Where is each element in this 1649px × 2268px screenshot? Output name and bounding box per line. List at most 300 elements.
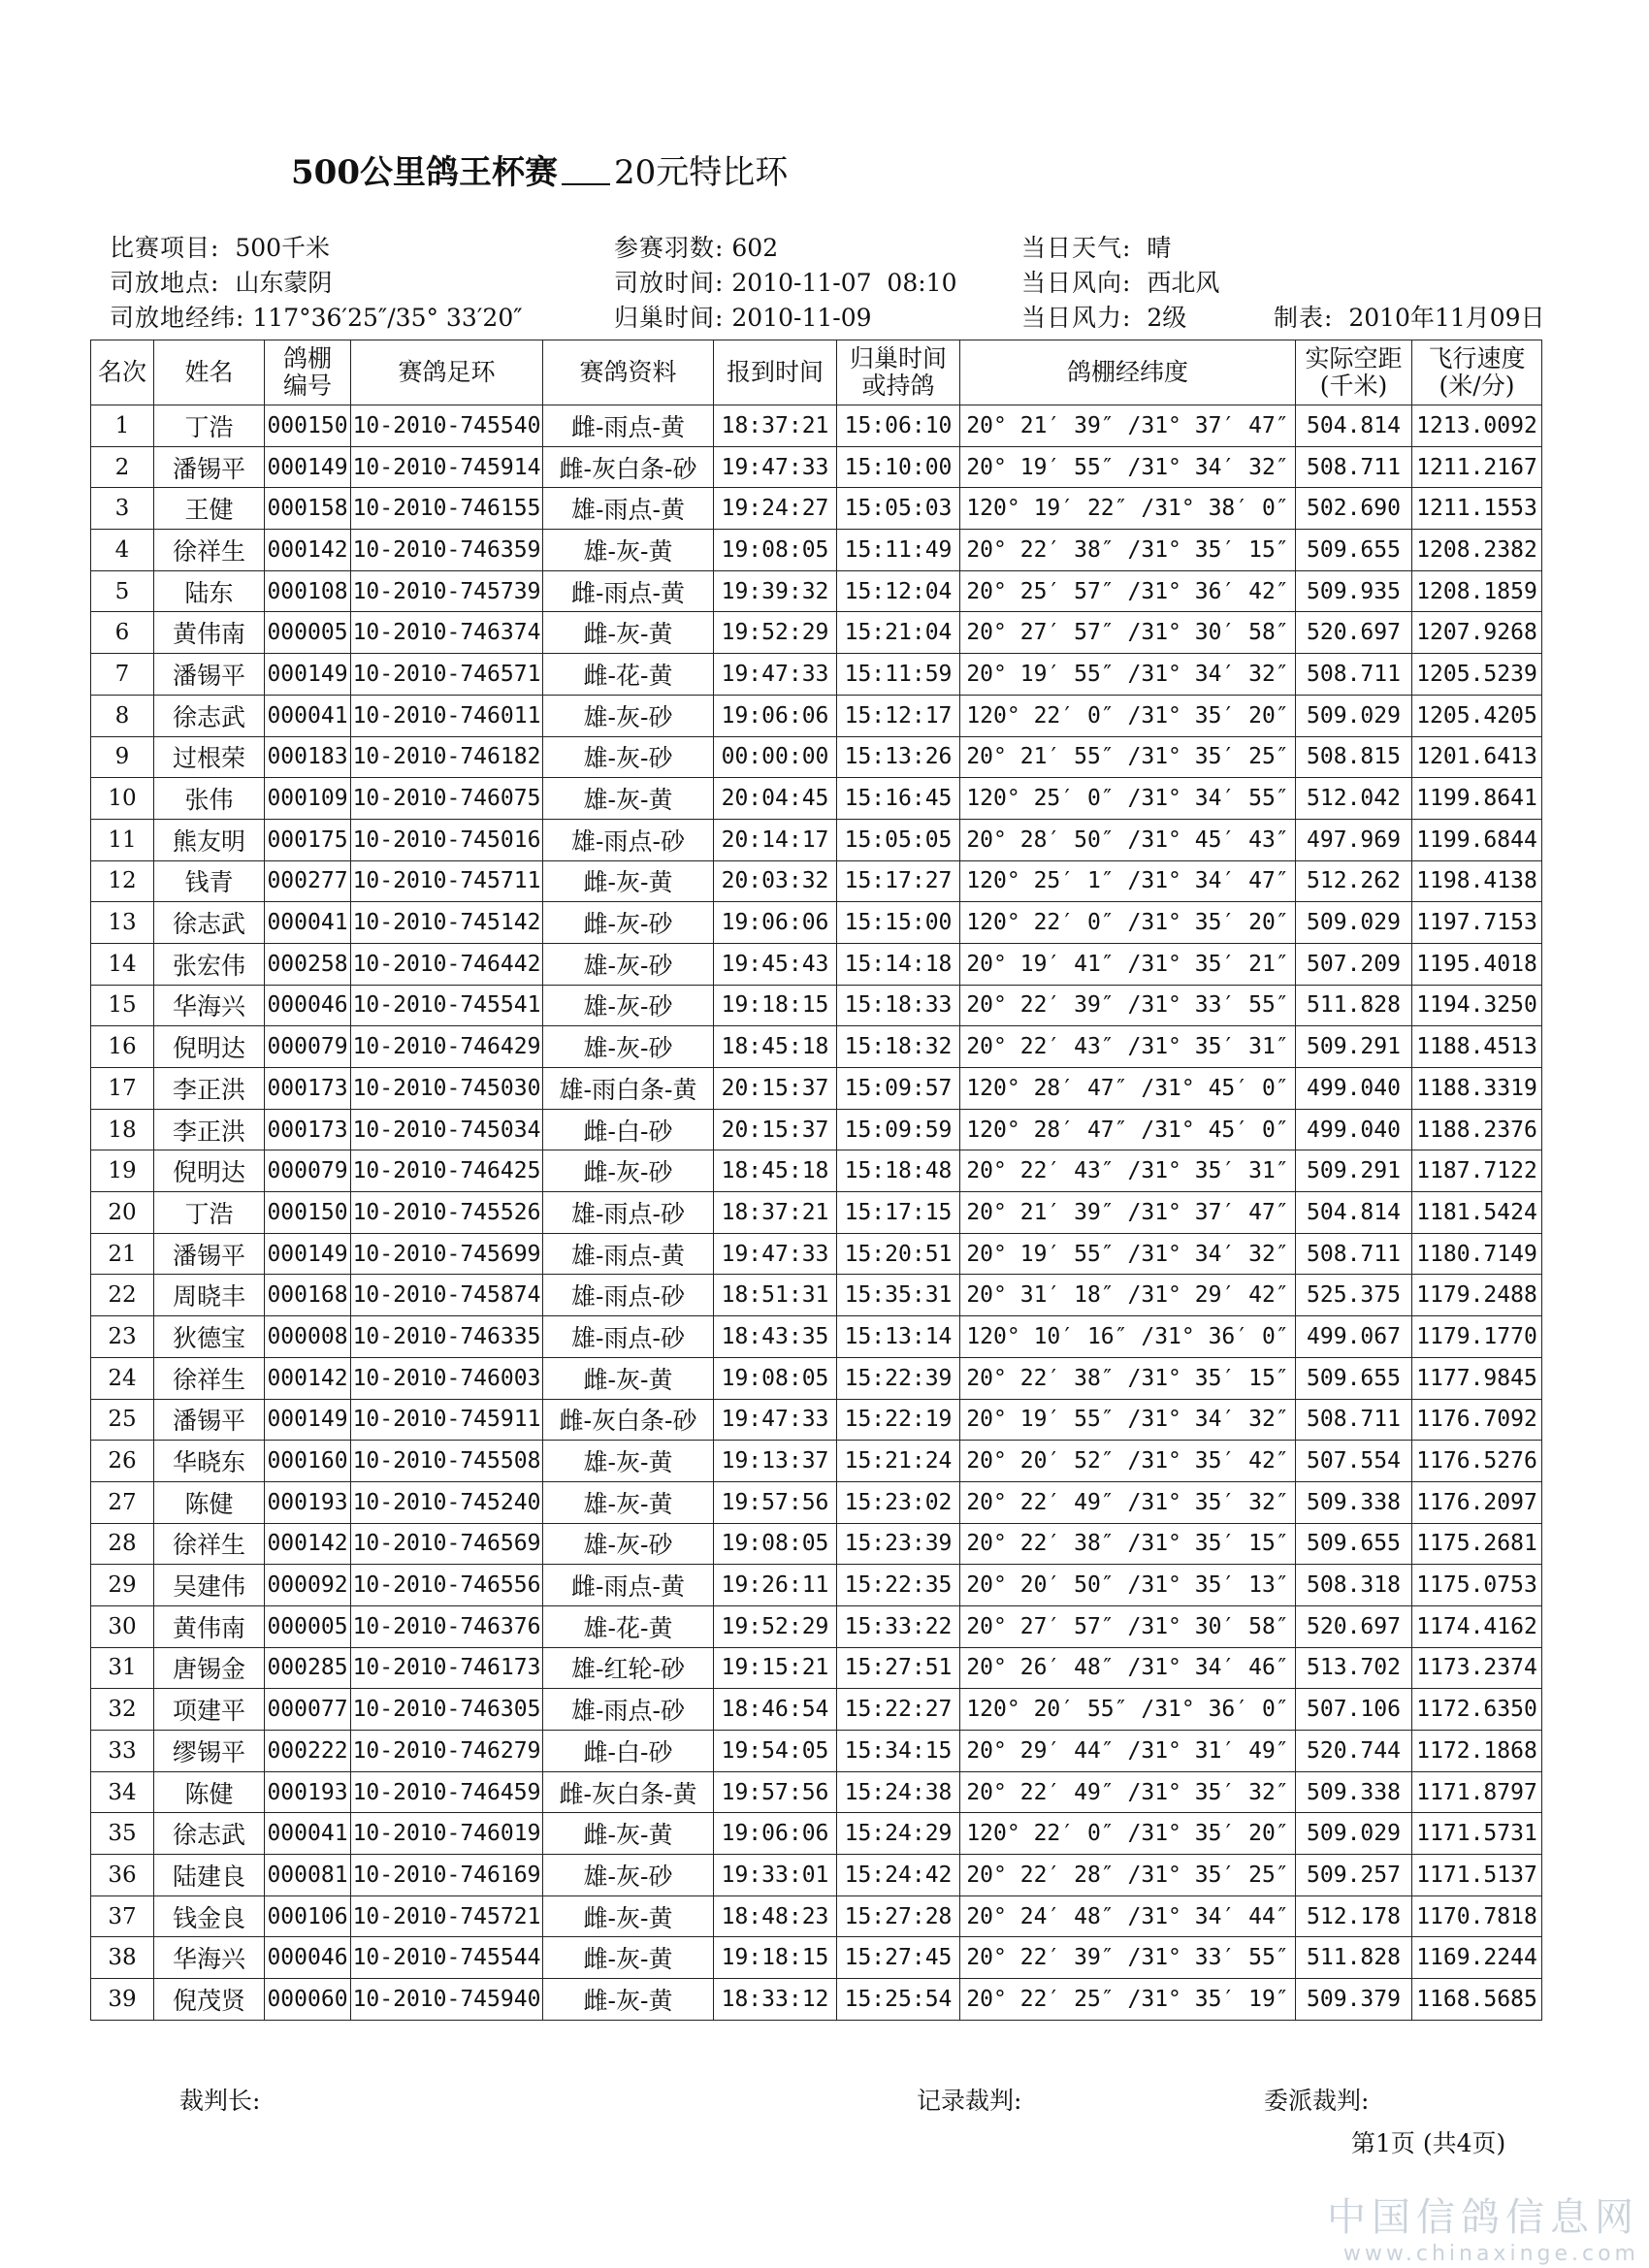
column-header: 飞行速度 (米/分) bbox=[1412, 340, 1542, 405]
bird-info-cell: 雌-白-砂 bbox=[543, 1109, 714, 1150]
distance-cell: 508.711 bbox=[1296, 1399, 1412, 1441]
rank-cell: 25 bbox=[91, 1399, 154, 1441]
speed-cell: 1175.2681 bbox=[1412, 1523, 1542, 1565]
info-release-coord bbox=[110, 299, 523, 334]
return-time-cell: 15:25:54 bbox=[837, 1979, 960, 2021]
loft-coord-cell: 120° 28′ 47″ /31° 45′ 0″ bbox=[960, 1068, 1296, 1110]
table-row bbox=[91, 985, 1542, 1026]
bird-info-cell: 雄-雨点-砂 bbox=[543, 1689, 714, 1731]
table-row bbox=[91, 778, 1542, 820]
bird-info-cell: 雌-灰-砂 bbox=[543, 1150, 714, 1192]
speed-cell: 1197.7153 bbox=[1412, 902, 1542, 944]
loft-coord-cell: 20° 21′ 39″ /31° 37′ 47″ bbox=[960, 405, 1296, 447]
table-row bbox=[91, 1855, 1542, 1896]
loft-id-cell: 000079 bbox=[265, 1026, 351, 1068]
loft-coord-cell: 120° 20′ 55″ /31° 36′ 0″ bbox=[960, 1689, 1296, 1731]
rank-cell: 17 bbox=[91, 1068, 154, 1110]
loft-coord-cell: 20° 19′ 55″ /31° 34′ 32″ bbox=[960, 654, 1296, 696]
ring-cell: 10-2010-745544 bbox=[351, 1937, 543, 1979]
loft-coord-cell: 20° 22′ 43″ /31° 35′ 31″ bbox=[960, 1150, 1296, 1192]
check-in-time-cell: 19:15:21 bbox=[714, 1647, 837, 1689]
loft-id-cell: 000193 bbox=[265, 1481, 351, 1523]
loft-coord-cell: 20° 19′ 55″ /31° 34′ 32″ bbox=[960, 1399, 1296, 1441]
check-in-time-cell: 18:37:21 bbox=[714, 405, 837, 447]
distance-cell: 509.029 bbox=[1296, 902, 1412, 944]
ring-cell: 10-2010-745030 bbox=[351, 1068, 543, 1110]
column-header: 实际空距 (千米) bbox=[1296, 340, 1412, 405]
check-in-time-cell: 19:39:32 bbox=[714, 570, 837, 612]
name-cell: 丁浩 bbox=[154, 1192, 265, 1234]
loft-id-cell: 000149 bbox=[265, 1399, 351, 1441]
table-row bbox=[91, 819, 1542, 860]
ring-cell: 10-2010-745240 bbox=[351, 1481, 543, 1523]
ring-cell: 10-2010-745940 bbox=[351, 1979, 543, 2021]
document-title bbox=[291, 146, 788, 193]
ring-cell: 10-2010-745911 bbox=[351, 1399, 543, 1441]
loft-id-cell: 000106 bbox=[265, 1895, 351, 1937]
loft-id-cell: 000222 bbox=[265, 1731, 351, 1772]
name-cell: 徐志武 bbox=[154, 902, 265, 944]
name-cell: 钱金良 bbox=[154, 1895, 265, 1937]
return-time-cell: 15:34:15 bbox=[837, 1731, 960, 1772]
loft-id-cell: 000173 bbox=[265, 1068, 351, 1110]
loft-id-cell: 000173 bbox=[265, 1109, 351, 1150]
loft-id-cell: 000092 bbox=[265, 1565, 351, 1606]
rank-cell: 9 bbox=[91, 736, 154, 778]
distance-cell: 513.702 bbox=[1296, 1647, 1412, 1689]
loft-coord-cell: 120° 22′ 0″ /31° 35′ 20″ bbox=[960, 1813, 1296, 1855]
column-header: 鸽棚经纬度 bbox=[960, 340, 1296, 405]
speed-cell: 1169.2244 bbox=[1412, 1937, 1542, 1979]
check-in-time-cell: 19:13:37 bbox=[714, 1441, 837, 1482]
distance-cell: 509.935 bbox=[1296, 570, 1412, 612]
footer-assigned-judge: 委派裁判: bbox=[1264, 2087, 1370, 2115]
table-row bbox=[91, 1979, 1542, 2021]
check-in-time-cell: 20:03:32 bbox=[714, 860, 837, 902]
info-event bbox=[110, 229, 330, 264]
return-time-cell: 15:35:31 bbox=[837, 1275, 960, 1316]
speed-cell: 1205.5239 bbox=[1412, 654, 1542, 696]
table-row bbox=[91, 1895, 1542, 1937]
bird-info-cell: 雌-灰白条-砂 bbox=[543, 446, 714, 488]
ring-cell: 10-2010-746182 bbox=[351, 736, 543, 778]
check-in-time-cell: 00:00:00 bbox=[714, 736, 837, 778]
info-release-place bbox=[110, 264, 332, 299]
speed-cell: 1177.9845 bbox=[1412, 1357, 1542, 1399]
return-time-cell: 15:15:00 bbox=[837, 902, 960, 944]
rank-cell: 8 bbox=[91, 695, 154, 736]
table-row bbox=[91, 1647, 1542, 1689]
rank-cell: 13 bbox=[91, 902, 154, 944]
bird-info-cell: 雄-灰-砂 bbox=[543, 985, 714, 1026]
loft-id-cell: 000081 bbox=[265, 1855, 351, 1896]
table-row bbox=[91, 405, 1542, 447]
table-row bbox=[91, 612, 1542, 654]
name-cell: 张伟 bbox=[154, 778, 265, 820]
table-row bbox=[91, 1771, 1542, 1813]
return-time-cell: 15:33:22 bbox=[837, 1605, 960, 1647]
distance-cell: 509.029 bbox=[1296, 695, 1412, 736]
ring-cell: 10-2010-746376 bbox=[351, 1605, 543, 1647]
return-time-cell: 15:20:51 bbox=[837, 1233, 960, 1275]
distance-cell: 497.969 bbox=[1296, 819, 1412, 860]
speed-cell: 1181.5424 bbox=[1412, 1192, 1542, 1234]
return-time-cell: 15:22:27 bbox=[837, 1689, 960, 1731]
rank-cell: 2 bbox=[91, 446, 154, 488]
table-row bbox=[91, 1937, 1542, 1979]
speed-cell: 1179.1770 bbox=[1412, 1316, 1542, 1358]
table-row bbox=[91, 1689, 1542, 1731]
check-in-time-cell: 19:08:05 bbox=[714, 1523, 837, 1565]
info-weather-label: 当日天气: bbox=[1021, 234, 1132, 262]
return-time-cell: 15:24:42 bbox=[837, 1855, 960, 1896]
name-cell: 潘锡平 bbox=[154, 446, 265, 488]
speed-cell: 1188.2376 bbox=[1412, 1109, 1542, 1150]
ring-cell: 10-2010-745699 bbox=[351, 1233, 543, 1275]
rank-cell: 12 bbox=[91, 860, 154, 902]
name-cell: 徐祥生 bbox=[154, 530, 265, 571]
speed-cell: 1199.6844 bbox=[1412, 819, 1542, 860]
ring-cell: 10-2010-746075 bbox=[351, 778, 543, 820]
ring-cell: 10-2010-745526 bbox=[351, 1192, 543, 1234]
speed-cell: 1171.5137 bbox=[1412, 1855, 1542, 1896]
check-in-time-cell: 19:06:06 bbox=[714, 1813, 837, 1855]
info-event-label: 比赛项目: bbox=[110, 234, 220, 262]
info-wind-direction bbox=[1021, 264, 1219, 299]
name-cell: 钱青 bbox=[154, 860, 265, 902]
loft-id-cell: 000158 bbox=[265, 488, 351, 530]
loft-id-cell: 000175 bbox=[265, 819, 351, 860]
bird-info-cell: 雌-灰白条-黄 bbox=[543, 1771, 714, 1813]
table-row bbox=[91, 1731, 1542, 1772]
distance-cell: 511.828 bbox=[1296, 985, 1412, 1026]
loft-id-cell: 000109 bbox=[265, 778, 351, 820]
bird-info-cell: 雄-雨点-黄 bbox=[543, 488, 714, 530]
bird-info-cell: 雄-灰-砂 bbox=[543, 1855, 714, 1896]
return-time-cell: 15:22:35 bbox=[837, 1565, 960, 1606]
loft-coord-cell: 20° 19′ 55″ /31° 34′ 32″ bbox=[960, 446, 1296, 488]
watermark bbox=[1327, 2187, 1639, 2266]
bird-info-cell: 雌-灰-黄 bbox=[543, 860, 714, 902]
info-wind-force bbox=[1021, 299, 1186, 334]
return-time-cell: 15:12:04 bbox=[837, 570, 960, 612]
table-row bbox=[91, 902, 1542, 944]
check-in-time-cell: 19:45:43 bbox=[714, 943, 837, 985]
loft-coord-cell: 20° 22′ 38″ /31° 35′ 15″ bbox=[960, 1357, 1296, 1399]
info-release-coord-label: 司放地经纬: bbox=[110, 304, 245, 332]
rank-cell: 37 bbox=[91, 1895, 154, 1937]
rank-cell: 5 bbox=[91, 570, 154, 612]
bird-info-cell: 雄-雨点-砂 bbox=[543, 819, 714, 860]
info-return-time bbox=[614, 299, 872, 334]
name-cell: 周晓丰 bbox=[154, 1275, 265, 1316]
rank-cell: 24 bbox=[91, 1357, 154, 1399]
check-in-time-cell: 19:52:29 bbox=[714, 1605, 837, 1647]
loft-coord-cell: 20° 19′ 55″ /31° 34′ 32″ bbox=[960, 1233, 1296, 1275]
loft-coord-cell: 20° 20′ 50″ /31° 35′ 13″ bbox=[960, 1565, 1296, 1606]
name-cell: 华晓东 bbox=[154, 1441, 265, 1482]
distance-cell: 508.318 bbox=[1296, 1565, 1412, 1606]
table-row bbox=[91, 1481, 1542, 1523]
column-header: 赛鸽足环 bbox=[351, 340, 543, 405]
bird-info-cell: 雌-灰白条-砂 bbox=[543, 1399, 714, 1441]
ring-cell: 10-2010-746279 bbox=[351, 1731, 543, 1772]
rank-cell: 31 bbox=[91, 1647, 154, 1689]
loft-id-cell: 000008 bbox=[265, 1316, 351, 1358]
rank-cell: 10 bbox=[91, 778, 154, 820]
ring-cell: 10-2010-746459 bbox=[351, 1771, 543, 1813]
check-in-time-cell: 19:18:15 bbox=[714, 985, 837, 1026]
loft-coord-cell: 20° 22′ 38″ /31° 35′ 15″ bbox=[960, 530, 1296, 571]
loft-id-cell: 000060 bbox=[265, 1979, 351, 2021]
loft-coord-cell: 20° 28′ 50″ /31° 45′ 43″ bbox=[960, 819, 1296, 860]
return-time-cell: 15:11:59 bbox=[837, 654, 960, 696]
loft-id-cell: 000150 bbox=[265, 1192, 351, 1234]
speed-cell: 1198.4138 bbox=[1412, 860, 1542, 902]
title-sub: 20元特比环 bbox=[613, 153, 789, 192]
info-entries-value: 602 bbox=[731, 234, 779, 262]
rank-cell: 20 bbox=[91, 1192, 154, 1234]
loft-id-cell: 000142 bbox=[265, 1523, 351, 1565]
loft-id-cell: 000285 bbox=[265, 1647, 351, 1689]
table-row bbox=[91, 570, 1542, 612]
return-time-cell: 15:21:24 bbox=[837, 1441, 960, 1482]
distance-cell: 504.814 bbox=[1296, 405, 1412, 447]
ring-cell: 10-2010-746571 bbox=[351, 654, 543, 696]
loft-coord-cell: 20° 22′ 39″ /31° 33′ 55″ bbox=[960, 985, 1296, 1026]
return-time-cell: 15:18:33 bbox=[837, 985, 960, 1026]
loft-coord-cell: 120° 22′ 0″ /31° 35′ 20″ bbox=[960, 902, 1296, 944]
rank-cell: 3 bbox=[91, 488, 154, 530]
loft-coord-cell: 20° 27′ 57″ /31° 30′ 58″ bbox=[960, 612, 1296, 654]
info-wind-direction-label: 当日风向: bbox=[1021, 269, 1132, 297]
check-in-time-cell: 18:48:23 bbox=[714, 1895, 837, 1937]
distance-cell: 520.697 bbox=[1296, 1605, 1412, 1647]
return-time-cell: 15:06:10 bbox=[837, 405, 960, 447]
speed-cell: 1211.1553 bbox=[1412, 488, 1542, 530]
rank-cell: 35 bbox=[91, 1813, 154, 1855]
loft-coord-cell: 20° 29′ 44″ /31° 31′ 49″ bbox=[960, 1731, 1296, 1772]
loft-id-cell: 000183 bbox=[265, 736, 351, 778]
loft-coord-cell: 20° 25′ 57″ /31° 36′ 42″ bbox=[960, 570, 1296, 612]
speed-cell: 1187.7122 bbox=[1412, 1150, 1542, 1192]
ring-cell: 10-2010-746335 bbox=[351, 1316, 543, 1358]
ring-cell: 10-2010-746019 bbox=[351, 1813, 543, 1855]
distance-cell: 520.697 bbox=[1296, 612, 1412, 654]
table-row bbox=[91, 488, 1542, 530]
ring-cell: 10-2010-746173 bbox=[351, 1647, 543, 1689]
distance-cell: 520.744 bbox=[1296, 1731, 1412, 1772]
ring-cell: 10-2010-746155 bbox=[351, 488, 543, 530]
check-in-time-cell: 19:33:01 bbox=[714, 1855, 837, 1896]
check-in-time-cell: 19:57:56 bbox=[714, 1771, 837, 1813]
distance-cell: 512.178 bbox=[1296, 1895, 1412, 1937]
loft-coord-cell: 20° 24′ 48″ /31° 34′ 44″ bbox=[960, 1895, 1296, 1937]
name-cell: 徐祥生 bbox=[154, 1357, 265, 1399]
rank-cell: 33 bbox=[91, 1731, 154, 1772]
info-entries-label: 参赛羽数: bbox=[614, 234, 725, 262]
rank-cell: 26 bbox=[91, 1441, 154, 1482]
ring-cell: 10-2010-746003 bbox=[351, 1357, 543, 1399]
bird-info-cell: 雄-灰-砂 bbox=[543, 695, 714, 736]
return-time-cell: 15:16:45 bbox=[837, 778, 960, 820]
ring-cell: 10-2010-745016 bbox=[351, 819, 543, 860]
check-in-time-cell: 20:15:37 bbox=[714, 1068, 837, 1110]
loft-coord-cell: 20° 22′ 49″ /31° 35′ 32″ bbox=[960, 1771, 1296, 1813]
speed-cell: 1205.4205 bbox=[1412, 695, 1542, 736]
loft-coord-cell: 20° 21′ 39″ /31° 37′ 47″ bbox=[960, 1192, 1296, 1234]
name-cell: 项建平 bbox=[154, 1689, 265, 1731]
return-time-cell: 15:21:04 bbox=[837, 612, 960, 654]
distance-cell: 499.067 bbox=[1296, 1316, 1412, 1358]
check-in-time-cell: 19:18:15 bbox=[714, 1937, 837, 1979]
return-time-cell: 15:18:48 bbox=[837, 1150, 960, 1192]
return-time-cell: 15:05:03 bbox=[837, 488, 960, 530]
name-cell: 倪明达 bbox=[154, 1150, 265, 1192]
check-in-time-cell: 18:43:35 bbox=[714, 1316, 837, 1358]
distance-cell: 509.655 bbox=[1296, 1523, 1412, 1565]
rank-cell: 14 bbox=[91, 943, 154, 985]
loft-id-cell: 000005 bbox=[265, 1605, 351, 1647]
name-cell: 吴建伟 bbox=[154, 1565, 265, 1606]
rank-cell: 1 bbox=[91, 405, 154, 447]
speed-cell: 1175.0753 bbox=[1412, 1565, 1542, 1606]
table-row bbox=[91, 446, 1542, 488]
speed-cell: 1173.2374 bbox=[1412, 1647, 1542, 1689]
rank-cell: 27 bbox=[91, 1481, 154, 1523]
check-in-time-cell: 20:04:45 bbox=[714, 778, 837, 820]
distance-cell: 511.828 bbox=[1296, 1937, 1412, 1979]
table-row bbox=[91, 943, 1542, 985]
speed-cell: 1195.4018 bbox=[1412, 943, 1542, 985]
name-cell: 倪明达 bbox=[154, 1026, 265, 1068]
check-in-time-cell: 19:47:33 bbox=[714, 1399, 837, 1441]
rank-cell: 23 bbox=[91, 1316, 154, 1358]
bird-info-cell: 雄-雨点-砂 bbox=[543, 1275, 714, 1316]
speed-cell: 1176.2097 bbox=[1412, 1481, 1542, 1523]
loft-coord-cell: 20° 27′ 57″ /31° 30′ 58″ bbox=[960, 1605, 1296, 1647]
table-row bbox=[91, 1233, 1542, 1275]
loft-id-cell: 000150 bbox=[265, 405, 351, 447]
table-row bbox=[91, 1316, 1542, 1358]
loft-id-cell: 000005 bbox=[265, 612, 351, 654]
name-cell: 潘锡平 bbox=[154, 1399, 265, 1441]
bird-info-cell: 雌-灰-黄 bbox=[543, 1937, 714, 1979]
loft-coord-cell: 20° 22′ 49″ /31° 35′ 32″ bbox=[960, 1481, 1296, 1523]
bird-info-cell: 雄-雨点-黄 bbox=[543, 1233, 714, 1275]
loft-id-cell: 000046 bbox=[265, 985, 351, 1026]
loft-id-cell: 000160 bbox=[265, 1441, 351, 1482]
rank-cell: 7 bbox=[91, 654, 154, 696]
loft-coord-cell: 120° 22′ 0″ /31° 35′ 20″ bbox=[960, 695, 1296, 736]
name-cell: 华海兴 bbox=[154, 985, 265, 1026]
info-release-time-value: 2010-11-07 08:10 bbox=[731, 269, 957, 297]
speed-cell: 1180.7149 bbox=[1412, 1233, 1542, 1275]
return-time-cell: 15:22:19 bbox=[837, 1399, 960, 1441]
bird-info-cell: 雄-红轮-砂 bbox=[543, 1647, 714, 1689]
loft-id-cell: 000077 bbox=[265, 1689, 351, 1731]
return-time-cell: 15:23:02 bbox=[837, 1481, 960, 1523]
title-main: 500公里鸽王杯赛 bbox=[291, 153, 558, 192]
check-in-time-cell: 19:08:05 bbox=[714, 1357, 837, 1399]
ring-cell: 10-2010-746359 bbox=[351, 530, 543, 571]
loft-id-cell: 000193 bbox=[265, 1771, 351, 1813]
distance-cell: 509.029 bbox=[1296, 1813, 1412, 1855]
loft-id-cell: 000149 bbox=[265, 1233, 351, 1275]
check-in-time-cell: 18:45:18 bbox=[714, 1150, 837, 1192]
return-time-cell: 15:24:38 bbox=[837, 1771, 960, 1813]
table-row bbox=[91, 1068, 1542, 1110]
ring-cell: 10-2010-745721 bbox=[351, 1895, 543, 1937]
table-row bbox=[91, 1275, 1542, 1316]
bird-info-cell: 雄-灰-砂 bbox=[543, 1523, 714, 1565]
return-time-cell: 15:05:05 bbox=[837, 819, 960, 860]
bird-info-cell: 雌-灰-黄 bbox=[543, 1895, 714, 1937]
check-in-time-cell: 19:26:11 bbox=[714, 1565, 837, 1606]
loft-coord-cell: 20° 19′ 41″ /31° 35′ 21″ bbox=[960, 943, 1296, 985]
return-time-cell: 15:27:51 bbox=[837, 1647, 960, 1689]
check-in-time-cell: 18:51:31 bbox=[714, 1275, 837, 1316]
ring-cell: 10-2010-745541 bbox=[351, 985, 543, 1026]
check-in-time-cell: 18:37:21 bbox=[714, 1192, 837, 1234]
watermark-site-name: 中国信鸽信息网 bbox=[1327, 2195, 1639, 2240]
loft-coord-cell: 20° 22′ 25″ /31° 35′ 19″ bbox=[960, 1979, 1296, 2021]
name-cell: 李正洪 bbox=[154, 1068, 265, 1110]
rank-cell: 19 bbox=[91, 1150, 154, 1192]
info-release-place-label: 司放地点: bbox=[110, 269, 220, 297]
loft-id-cell: 000142 bbox=[265, 530, 351, 571]
check-in-time-cell: 19:24:27 bbox=[714, 488, 837, 530]
ring-cell: 10-2010-746429 bbox=[351, 1026, 543, 1068]
loft-id-cell: 000277 bbox=[265, 860, 351, 902]
check-in-time-cell: 19:06:06 bbox=[714, 902, 837, 944]
bird-info-cell: 雌-灰-砂 bbox=[543, 902, 714, 944]
loft-id-cell: 000258 bbox=[265, 943, 351, 985]
info-release-time-label: 司放时间: bbox=[614, 269, 725, 297]
bird-info-cell: 雄-灰-黄 bbox=[543, 1441, 714, 1482]
return-time-cell: 15:14:18 bbox=[837, 943, 960, 985]
rank-cell: 18 bbox=[91, 1109, 154, 1150]
name-cell: 华海兴 bbox=[154, 1937, 265, 1979]
loft-id-cell: 000079 bbox=[265, 1150, 351, 1192]
column-header: 鸽棚 编号 bbox=[265, 340, 351, 405]
table-row bbox=[91, 1109, 1542, 1150]
ring-cell: 10-2010-745739 bbox=[351, 570, 543, 612]
loft-id-cell: 000142 bbox=[265, 1357, 351, 1399]
loft-coord-cell: 20° 22′ 38″ /31° 35′ 15″ bbox=[960, 1523, 1296, 1565]
table-row bbox=[91, 1192, 1542, 1234]
speed-cell: 1211.2167 bbox=[1412, 446, 1542, 488]
loft-coord-cell: 20° 31′ 18″ /31° 29′ 42″ bbox=[960, 1275, 1296, 1316]
table-body bbox=[91, 405, 1542, 2021]
speed-cell: 1172.1868 bbox=[1412, 1731, 1542, 1772]
check-in-time-cell: 19:08:05 bbox=[714, 530, 837, 571]
speed-cell: 1213.0092 bbox=[1412, 405, 1542, 447]
loft-id-cell: 000041 bbox=[265, 695, 351, 736]
info-return-time-label: 归巢时间: bbox=[614, 304, 725, 332]
ring-cell: 10-2010-746425 bbox=[351, 1150, 543, 1192]
name-cell: 徐祥生 bbox=[154, 1523, 265, 1565]
check-in-time-cell: 19:47:33 bbox=[714, 654, 837, 696]
name-cell: 陆建良 bbox=[154, 1855, 265, 1896]
loft-coord-cell: 120° 25′ 1″ /31° 34′ 47″ bbox=[960, 860, 1296, 902]
distance-cell: 508.711 bbox=[1296, 654, 1412, 696]
distance-cell: 509.338 bbox=[1296, 1771, 1412, 1813]
table-header-row bbox=[91, 340, 1542, 405]
table-row bbox=[91, 736, 1542, 778]
check-in-time-cell: 19:54:05 bbox=[714, 1731, 837, 1772]
bird-info-cell: 雌-雨点-黄 bbox=[543, 1565, 714, 1606]
